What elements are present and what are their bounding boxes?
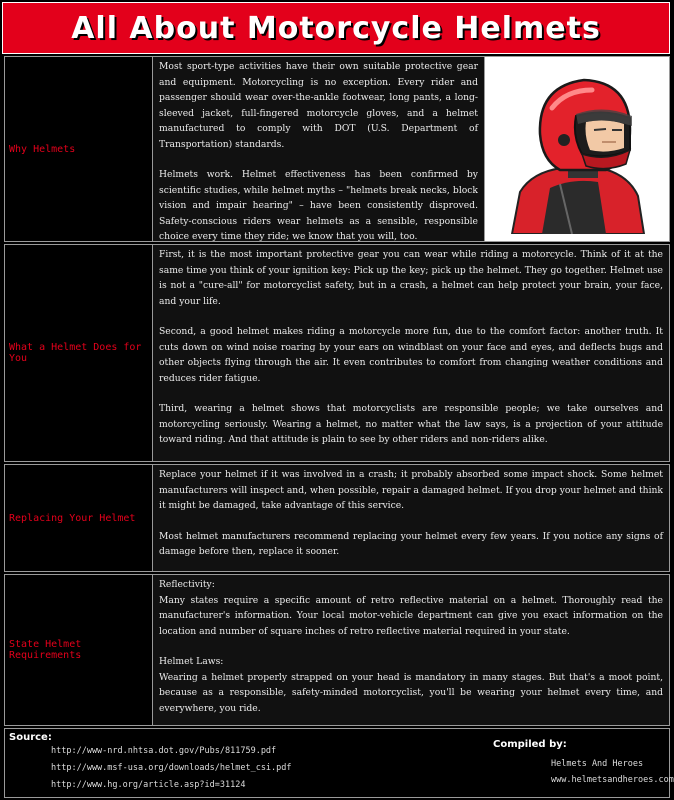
section-label: Replacing Your Helmet: [5, 465, 153, 571]
paragraph: Second, a good helmet makes riding a motorcycle more fun, due to the comfort factor: another truth. It cuts down on wind noise roaring by your ears on windblast on your face and eyes, and deflects bugs and other objects flying through the air. It even contributes to comfort from changing weather conditions and reduces rider fatigue.: [159, 326, 663, 384]
section-label: State Helmet Requirements: [5, 575, 153, 725]
source-links: [51, 743, 292, 794]
section-what-a-helmet-does: [4, 244, 670, 462]
section-label: Why Helmets: [5, 57, 153, 241]
section-content: [153, 245, 669, 461]
footer: [4, 728, 674, 798]
compiler-name: Helmets And Heroes: [551, 759, 644, 769]
paragraph: Third, wearing a helmet shows that motorcyclists are responsible people; we take ourselves and motorcycling seriously. Wearing a helmet, no matter what the law says, is a projection of your attitude toward riding. And that attitude is plain to see by other riders and non-riders alike.: [159, 403, 663, 445]
paragraph: First, it is the most important protective gear you can wear while riding a motorcycle. Think of it at the same time you think of your ignition key: Pick up the key; pick up the helmet. They go together. Helmet use is not a "cure-all" for motorcyclist safety, but in a crash, a helmet can help protect your brain, your face, and your life.: [159, 249, 663, 307]
section-label: What a Helmet Does for You: [5, 245, 153, 461]
source-link[interactable]: http://www-nrd.nhtsa.dot.gov/Pubs/811759.pdf: [51, 746, 277, 756]
reflectivity-text: Many states require a specific amount of retro reflective material on a helmet. Thoroughly read the manufacturer's information. Your local motor-vehicle department can give you exact information on the location and number of square inches of retro reflective material required in your state.: [159, 594, 663, 637]
section-why-helmets: [4, 56, 670, 242]
section-content: [153, 575, 669, 725]
title-banner: [2, 2, 670, 54]
reflectivity-heading: Reflectivity:: [159, 579, 215, 590]
paragraph: Helmets work. Helmet effectiveness has been confirmed by scientific studies, while helmet myths – "helmets break necks, block vision and impair hearing" – have been consistently disproved. Safety-conscious riders wear helmets as a sensible, responsible choice every time they ride; we know that you will, too.: [159, 169, 478, 242]
paragraph: Most sport-type activities have their own suitable protective gear and equipment. Motorcycling is no exception. Every rider and passenger should wear over-the-ankle footwear, long pants, a long-sleeved jacket, full-fingered motorcycle gloves, and a helmet manufactured to comply with DOT (U.S. Department of Transportation) standards.: [159, 61, 478, 150]
motorcycle-rider-helmet-illustration: [502, 64, 652, 234]
section-content: [153, 465, 669, 571]
helmet-laws-heading: Helmet Laws:: [159, 656, 224, 667]
compiled-by-details: [551, 756, 674, 788]
helmet-laws-text: Wearing a helmet properly strapped on your head is mandatory in many stages. But that's a moot point, because as a responsible, safety-minded motorcyclist, you'll be wearing your helmet every time, and everywhere, you ride.: [159, 671, 663, 714]
source-link[interactable]: http://www.msf-usa.org/downloads/helmet_csi.pdf: [51, 763, 292, 773]
compiler-url[interactable]: www.helmetsandheroes.com: [551, 775, 674, 785]
helmet-image: [485, 57, 669, 241]
paragraph: Most helmet manufacturers recommend replacing your helmet every few years. If you notice any signs of damage before then, replace it sooner.: [159, 530, 663, 557]
section-state-helmet-requirements: [4, 574, 670, 726]
section-replacing-your-helmet: [4, 464, 670, 572]
page-title: All About Motorcycle Helmets: [71, 10, 601, 46]
source-link[interactable]: http://www.hg.org/article.asp?id=31124: [51, 780, 246, 790]
paragraph: Replace your helmet if it was involved in a crash; it probably absorbed some impact shock. Some helmet manufacturers will inspect and, when possible, repair a damaged helmet. If you drop your helmet and think it might be damaged, take advantage of this service.: [159, 469, 663, 511]
section-content: [153, 57, 485, 241]
compiled-by-heading: Compiled by:: [493, 739, 567, 750]
source-heading: Source:: [9, 732, 52, 743]
